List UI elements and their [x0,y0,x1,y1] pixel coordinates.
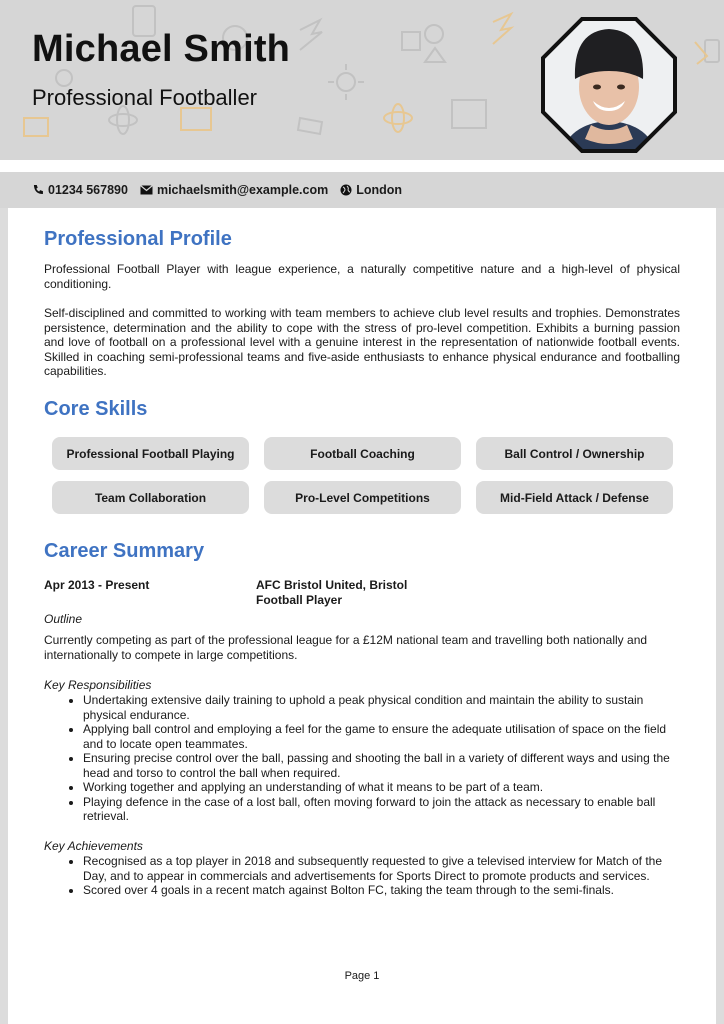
responsibilities-list [44,693,680,824]
list-item: • Scored over 4 goals in a recent match against Bolton FC, taking the team through to the semi-finals. [83,883,680,898]
candidate-title: Professional Footballer [32,85,258,110]
list-item: • Ensuring precise control over the ball, passing and shooting the ball in a variety of different ways and using the head and torso to control the ball when required. [83,751,680,780]
skill-pill: Ball Control / Ownership [476,437,673,470]
job-employer-block [256,578,407,608]
envelope-icon [140,185,153,195]
skills-heading: Core Skills [44,398,148,420]
responsibilities-label: Key Responsibilities [44,678,152,692]
header-banner [0,0,724,160]
header-divider [0,160,724,172]
profile-paragraph-2: Self-disciplined and committed to working with team members to achieve club level results and trophies. Demonstrates persistence, determination and the ability to cope with the stress of pro-level competition. Exhibits a burning passion and love of football on a professional level with a genuine interest in the representation of nationwide football events. Skilled in coaching semi-professional teams and five-aside enthusiasts to enhance physical endurance and footballing capabilities. [44,306,680,378]
job-dates: Apr 2013 - Present [44,578,150,592]
skill-pill: Pro-Level Competitions [264,481,461,514]
skill-pill: Professional Football Playing [52,437,249,470]
phone-icon [32,184,44,196]
list-item: • Playing defence in the case of a lost ball, often moving forward to join the attack as necessary to enable ball retrieval. [83,795,680,824]
resume-page [8,208,716,1024]
job-outline: Currently competing as part of the professional league for a £12M national team and travelling both nationally and internationally to compete in large competitions. [44,633,648,662]
phone-number: 01234 567890 [48,183,128,197]
profile-heading: Professional Profile [44,228,232,250]
profile-paragraph-1: Professional Football Player with league experience, a naturally competitive nature and a high-level of physical conditioning. [44,262,680,291]
skill-pill: Mid-Field Attack / Defense [476,481,673,514]
candidate-name: Michael Smith [32,28,291,70]
contact-bar [0,172,724,208]
location-text: London [356,183,403,197]
achievements-list [44,854,680,898]
outline-label: Outline [44,612,83,626]
contact-email[interactable] [140,183,328,197]
contact-location [340,183,402,197]
list-item: • Applying ball control and employing a feel for the game to ensure the adequate utilisation of space on the field and to locate open teammates. [83,722,680,751]
career-heading: Career Summary [44,540,205,562]
skill-pill: Team Collaboration [52,481,249,514]
list-item: • Undertaking extensive daily training to uphold a peak physical condition and maintain the ability to sustain physical endurance. [83,693,680,722]
list-item: • Recognised as a top player in 2018 and subsequently requested to give a televised interview for Match of the Day, and to appear in commercials and advertisements for Sports Direct to promote products and services. [83,854,680,883]
contact-phone[interactable] [32,183,128,197]
globe-icon [340,184,352,196]
job-role: Football Player [256,593,343,607]
page-number: Page 1 [344,970,380,982]
email-address: michaelsmith@example.com [156,183,329,197]
profile-photo [541,17,677,153]
list-item: • Working together and applying an understanding of what it means to be part of a team. [83,780,680,795]
achievements-label: Key Achievements [44,839,143,853]
job-employer: AFC Bristol United, Bristol [256,578,408,592]
skill-pill: Football Coaching [264,437,461,470]
